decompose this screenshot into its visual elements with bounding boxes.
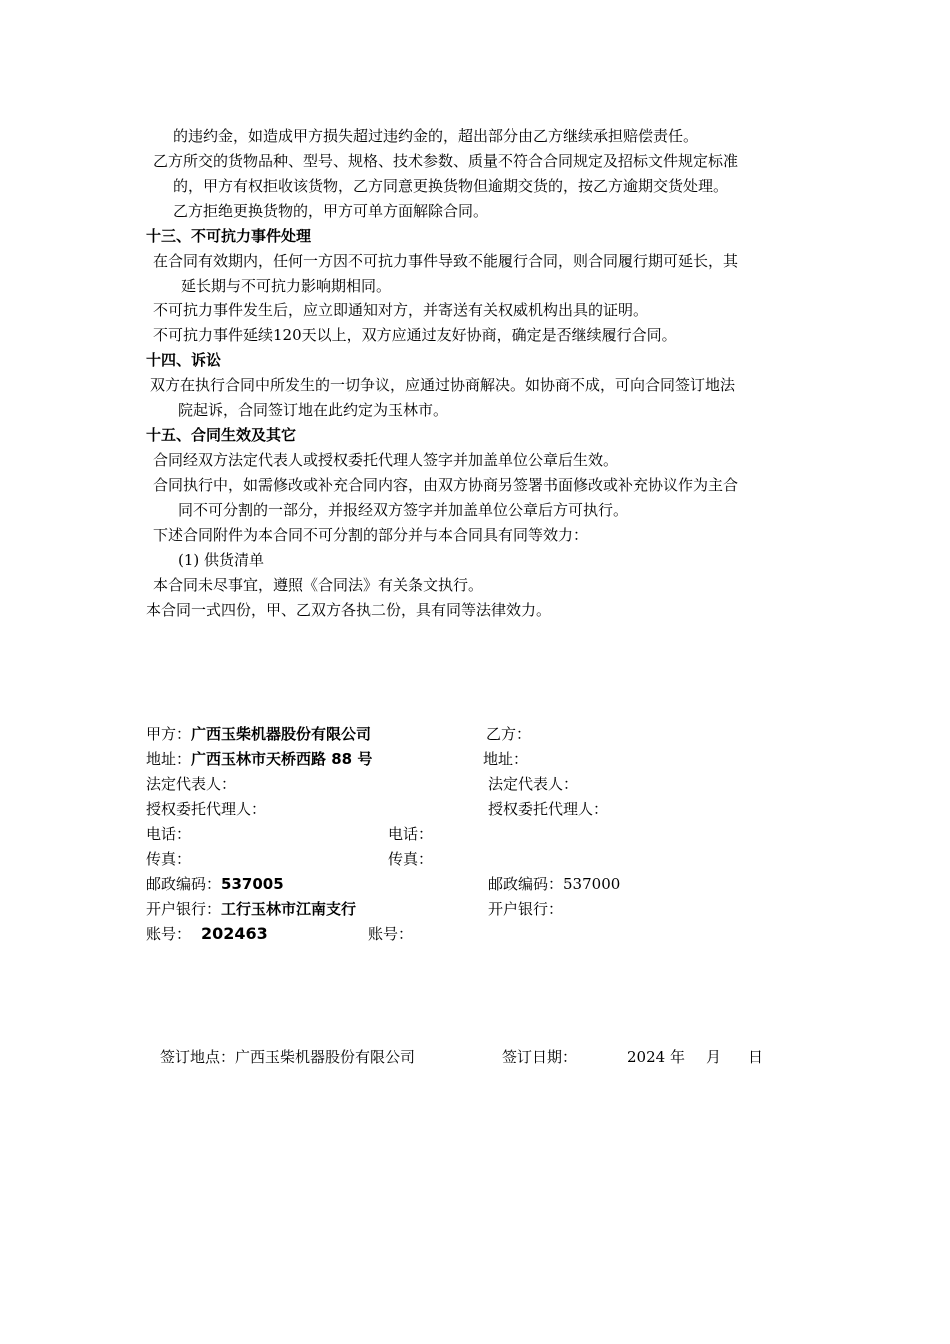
signing-day: 日 [748, 1048, 764, 1066]
party-b-label: 乙方： [486, 725, 532, 743]
section13-p1-line1: 在合同有效期内，任何一方因不可抗力事件导致不能履行合同，则合同履行期可延长，其 [153, 252, 739, 270]
section13-p2: 不可抗力事件发生后，应立即通知对方，并寄送有关权威机构出具的证明。 [153, 301, 649, 319]
section13-p1-line2: 延长期与不可抗力影响期相同。 [181, 277, 392, 295]
section15-p5: 本合同一式四份，甲、乙双方各执二份，具有同等法律效力。 [146, 601, 552, 619]
party-a-account-row [146, 924, 268, 944]
signing-place: 广西玉柴机器股份有限公司 [235, 1048, 416, 1066]
party-a-account-label: 账号： [146, 925, 192, 943]
section15-p4: 本合同未尽事宜，遵照《合同法》有关条文执行。 [153, 576, 484, 594]
party-a-bank-label: 开户银行： [146, 900, 222, 918]
party-b-fax-label: 传真： [388, 850, 434, 868]
signing-year: 2024 年 [627, 1048, 685, 1066]
section14-title: 十四、诉讼 [146, 351, 222, 369]
signing-month: 月 [706, 1048, 722, 1066]
party-a-postcode: 537005 [221, 875, 284, 893]
party-a-account: 202463 [201, 924, 268, 943]
section12-p2-line1: 乙方所交的货物品种、型号、规格、技术参数、质量不符合合同规定及招标文件规定标准 [153, 152, 739, 170]
party-a-postcode-row [146, 874, 284, 894]
signing-place-row [160, 1047, 415, 1067]
party-a-address-label: 地址： [146, 750, 192, 768]
section15-p2-line1: 合同执行中，如需修改或补充合同内容，由双方协商另签署书面修改或补充协议作为主合 [153, 476, 739, 494]
party-b-postcode: 537000 [563, 875, 621, 893]
section12-p3: 乙方拒绝更换货物的，甲方可单方面解除合同。 [173, 202, 489, 220]
party-a-address-row [146, 749, 372, 769]
section15-p2-line2: 同不可分割的一部分，并报经双方签字并加盖单位公章后方可执行。 [178, 501, 629, 519]
party-a-agent-label: 授权委托代理人： [146, 800, 267, 818]
party-b-legal-rep-label: 法定代表人： [488, 775, 579, 793]
party-a-fax-label: 传真： [146, 850, 192, 868]
party-a-label: 甲方： [146, 725, 192, 743]
section13-title: 十三、不可抗力事件处理 [146, 227, 312, 245]
section15-title: 十五、合同生效及其它 [146, 426, 297, 444]
section14-p1-line2: 院起诉，合同签订地在此约定为玉林市。 [178, 401, 449, 419]
party-a-name-row [146, 724, 371, 744]
party-b-postcode-label: 邮政编码： [488, 875, 564, 893]
section14-p1-line1: 双方在执行合同中所发生的一切争议，应通过协商解决。如协商不成，可向合同签订地法 [150, 376, 736, 394]
signing-place-label: 签订地点： [160, 1048, 236, 1066]
party-b-address-label: 地址： [483, 750, 529, 768]
section12-p2-line2: 的，甲方有权拒收该货物，乙方同意更换货物但逾期交货的，按乙方逾期交货处理。 [173, 177, 729, 195]
party-a-address: 广西玉林市天桥西路 88 号 [191, 750, 373, 768]
party-b-bank-label: 开户银行： [488, 900, 564, 918]
party-b-postcode-row [488, 874, 620, 894]
section15-p3: 下述合同附件为本合同不可分割的部分并与本合同具有同等效力： [153, 526, 589, 544]
section15-p3-item: (1) 供货清单 [178, 551, 265, 569]
section15-p1: 合同经双方法定代表人或授权委托代理人签字并加盖单位公章后生效。 [153, 451, 619, 469]
party-b-account-label: 账号： [368, 925, 414, 943]
party-a-postcode-label: 邮政编码： [146, 875, 222, 893]
section12-line1: 的违约金，如造成甲方损失超过违约金的，超出部分由乙方继续承担赔偿责任。 [173, 127, 699, 145]
party-b-phone-label: 电话： [388, 825, 434, 843]
signing-date-label: 签订日期： [502, 1048, 578, 1066]
party-a-name: 广西玉柴机器股份有限公司 [191, 725, 372, 743]
party-a-phone-label: 电话： [146, 825, 192, 843]
section13-p3: 不可抗力事件延续120天以上，双方应通过友好协商，确定是否继续履行合同。 [153, 326, 677, 344]
party-a-legal-rep-label: 法定代表人： [146, 775, 237, 793]
party-b-agent-label: 授权委托代理人： [488, 800, 609, 818]
party-a-bank: 工行玉林市江南支行 [221, 900, 357, 918]
party-a-bank-row [146, 899, 356, 919]
